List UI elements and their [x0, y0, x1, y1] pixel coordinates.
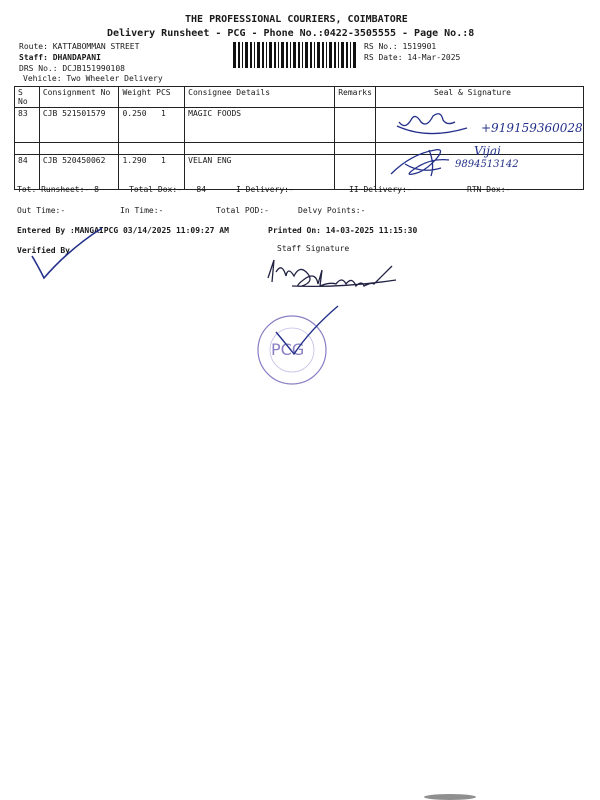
barcode-bar [290, 42, 291, 68]
row-consignment: CJB 520450062 [39, 155, 119, 190]
rs-date: RS Date: 14-Mar-2025 [364, 53, 461, 62]
barcode-bar [310, 42, 312, 68]
row-sno: 83 [15, 108, 40, 143]
staff-signature-scribble [262, 252, 422, 294]
scan-smudge [420, 788, 480, 800]
row-sno: 84 [15, 155, 40, 190]
company-title: THE PROFESSIONAL COURIERS, COIMBATORE [185, 14, 408, 25]
barcode-bar [278, 42, 279, 68]
barcode-bar [326, 42, 327, 68]
handwritten-phone-row-83: +919159360028 [481, 121, 583, 135]
barcode-bar [257, 42, 260, 68]
total-dox: Total Dox:- 84 [129, 185, 207, 194]
barcode-bar [245, 42, 248, 68]
table-header-row [15, 87, 584, 108]
barcode-bar [262, 42, 264, 68]
barcode-bar [281, 42, 284, 68]
handwritten-phone-row-84: 9894513142 [455, 159, 519, 170]
rs-number: RS No.: 1519901 [364, 42, 437, 51]
verified-check-mark [26, 226, 116, 286]
ii-delivery: II Delivery:- [349, 185, 412, 194]
delvy-points: Delvy Points:- [298, 206, 366, 215]
barcode-bar [305, 42, 308, 68]
barcode-bar [338, 42, 339, 68]
header-remarks: Remarks [335, 87, 376, 108]
barcode-bar [317, 42, 320, 68]
row-remarks [335, 108, 376, 143]
barcode-bar [233, 42, 236, 68]
barcode-bar [293, 42, 296, 68]
barcode-bar [274, 42, 276, 68]
total-pod: Total POD:- [216, 206, 269, 215]
barcode-bar [334, 42, 336, 68]
drs-label: DRS No.: DCJB151990108 [19, 64, 125, 73]
row-consignee: MAGIC FOODS [185, 108, 335, 143]
entered-by: Entered By :MANGAIPCG 03/14/2025 11:09:27 AM [17, 226, 229, 235]
barcode-bar [254, 42, 255, 68]
header-seal-signature: Seal & Signature [375, 87, 583, 108]
barcode-bar [322, 42, 324, 68]
row-consignment: CJB 521501579 [39, 108, 119, 143]
barcode-bar [329, 42, 332, 68]
barcode-bar [286, 42, 288, 68]
in-time: In Time:- [120, 206, 164, 215]
header-weight-pcs: Weight PCS [119, 87, 185, 108]
printed-on: Printed On: 14-03-2025 11:15:30 [268, 226, 418, 235]
row-consignee: VELAN ENG [185, 155, 335, 190]
stamp-text: PCG [271, 340, 305, 359]
vehicle-label: Vehicle: Two Wheeler Delivery [23, 74, 163, 83]
barcode-bar [269, 42, 272, 68]
header-sno: S No [15, 87, 40, 108]
rtn-dox: RTN Dox:- [467, 185, 511, 194]
tot-runsheet: Tot. Runsheet:- 8 [17, 185, 99, 194]
barcode-bar [238, 42, 240, 68]
barcode-bar [250, 42, 252, 68]
barcode-bar [353, 42, 356, 68]
row-weight-pcs: 0.250 1 [119, 108, 185, 143]
route-label: Route: KATTABOMMAN STREET [19, 42, 140, 51]
runsheet-subtitle: Delivery Runsheet - PCG - Phone No.:0422-3505555 - Page No.:8 [107, 28, 475, 39]
barcode-bar [346, 42, 348, 68]
i-delivery: I Delivery:- [236, 185, 294, 194]
staff-signature-label: Staff Signature [277, 244, 350, 253]
barcode-bar [298, 42, 300, 68]
header-consignee: Consignee Details [185, 87, 335, 108]
staff-label: Staff: DHANDAPANI [19, 53, 101, 62]
verified-by-label: Verified By [17, 246, 70, 255]
barcode-bar [350, 42, 351, 68]
barcode-bar [341, 42, 344, 68]
out-time: Out Time:- [17, 206, 66, 215]
header-consignment: Consignment No [39, 87, 119, 108]
barcode-bar [242, 42, 243, 68]
stamp-check-mark [264, 302, 344, 362]
barcode-bar [314, 42, 315, 68]
barcode-bar [266, 42, 267, 68]
barcode-bar [302, 42, 303, 68]
barcode-image [233, 42, 356, 68]
row-weight-pcs: 1.290 1 [119, 155, 185, 190]
handwritten-name-row-84: Vijai [474, 144, 502, 158]
